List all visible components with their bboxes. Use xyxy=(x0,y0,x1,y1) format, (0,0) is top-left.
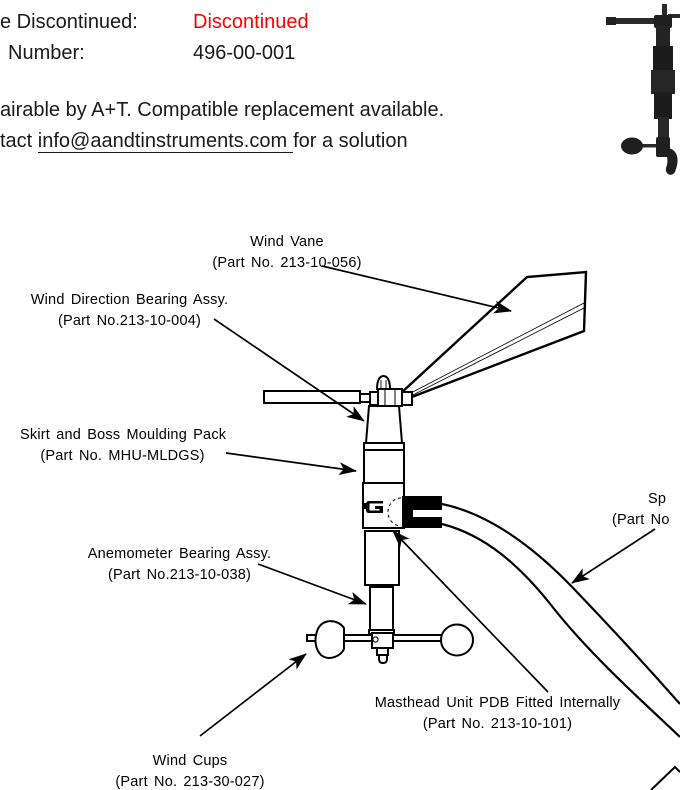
photo-arm-tip xyxy=(606,17,616,25)
label-wind-cups-line1: Wind Cups xyxy=(152,753,228,769)
date-discontinued-label: e Discontinued: xyxy=(0,11,138,33)
label-masthead-pdb-line2: (Part No. 213-10-101) xyxy=(422,715,573,732)
label-wind-cups xyxy=(90,751,290,790)
label-spar-line1: Sp xyxy=(648,491,667,507)
photo-body-3 xyxy=(651,70,675,94)
left-cup xyxy=(315,621,344,658)
anemometer-stem xyxy=(370,587,393,630)
label-wind-cups-line2: (Part No. 213-30-027) xyxy=(115,773,265,790)
arrow-masthead-pdb xyxy=(393,531,548,692)
bearing-housing-upper xyxy=(366,406,402,443)
arrow-wind-direction-bearing xyxy=(214,319,364,421)
masthead-body-drawing xyxy=(363,406,404,634)
product-photo xyxy=(606,2,680,186)
photo-body-4 xyxy=(654,92,672,119)
arrow-skirt-boss xyxy=(226,453,356,471)
label-masthead-pdb xyxy=(370,693,625,734)
label-wind-direction-bearing xyxy=(27,290,232,331)
photo-body-1 xyxy=(656,26,670,48)
label-wind-vane xyxy=(187,232,387,273)
email-link[interactable]: info@aandtinstruments.com xyxy=(38,130,293,153)
part-number-label: Number: xyxy=(8,42,85,64)
label-wind-direction-line2: (Part No.213-10-004) xyxy=(57,312,201,329)
notice-line2-suffix: for a solution xyxy=(293,130,408,152)
photo-right-cup xyxy=(663,148,678,175)
connector-notch xyxy=(413,510,442,517)
label-anemometer-line2: (Part No.213-10-038) xyxy=(107,566,251,583)
cropped-bottom-right-part xyxy=(651,767,680,790)
notice-line1: airable by A+T. Compatible replacement available. xyxy=(0,99,445,121)
right-cup xyxy=(441,625,473,656)
notice-line2 xyxy=(0,128,408,154)
part-number-value: 496-00-001 xyxy=(193,42,296,64)
label-spar-line2: (Part No xyxy=(612,512,670,528)
label-skirt-boss-line1: Skirt and Boss Moulding Pack xyxy=(20,427,227,443)
label-masthead-pdb-line1: Masthead Unit PDB Fitted Internally xyxy=(374,695,621,711)
label-wind-vane-line1: Wind Vane xyxy=(250,234,324,250)
label-wind-direction-line1: Wind Direction Bearing Assy. xyxy=(30,292,229,308)
discontinued-status: Discontinued xyxy=(193,11,309,33)
label-skirt-boss xyxy=(20,425,225,466)
label-wind-vane-line2: (Part No. 213-10-056) xyxy=(212,254,362,271)
notice-line2-prefix: tact xyxy=(0,130,38,152)
vane-hub-drawing xyxy=(264,376,412,406)
arrow-wind-cups xyxy=(200,654,306,736)
logo-tick xyxy=(364,503,366,509)
photo-left-cup xyxy=(621,138,643,155)
photo-body-2 xyxy=(653,46,673,73)
label-skirt-boss-line2: (Part No. MHU-MLDGS) xyxy=(40,447,205,464)
label-anemometer-line1: Anemometer Bearing Assy. xyxy=(87,546,272,562)
arrow-spar xyxy=(572,529,655,583)
label-anemometer-bearing xyxy=(77,544,282,585)
